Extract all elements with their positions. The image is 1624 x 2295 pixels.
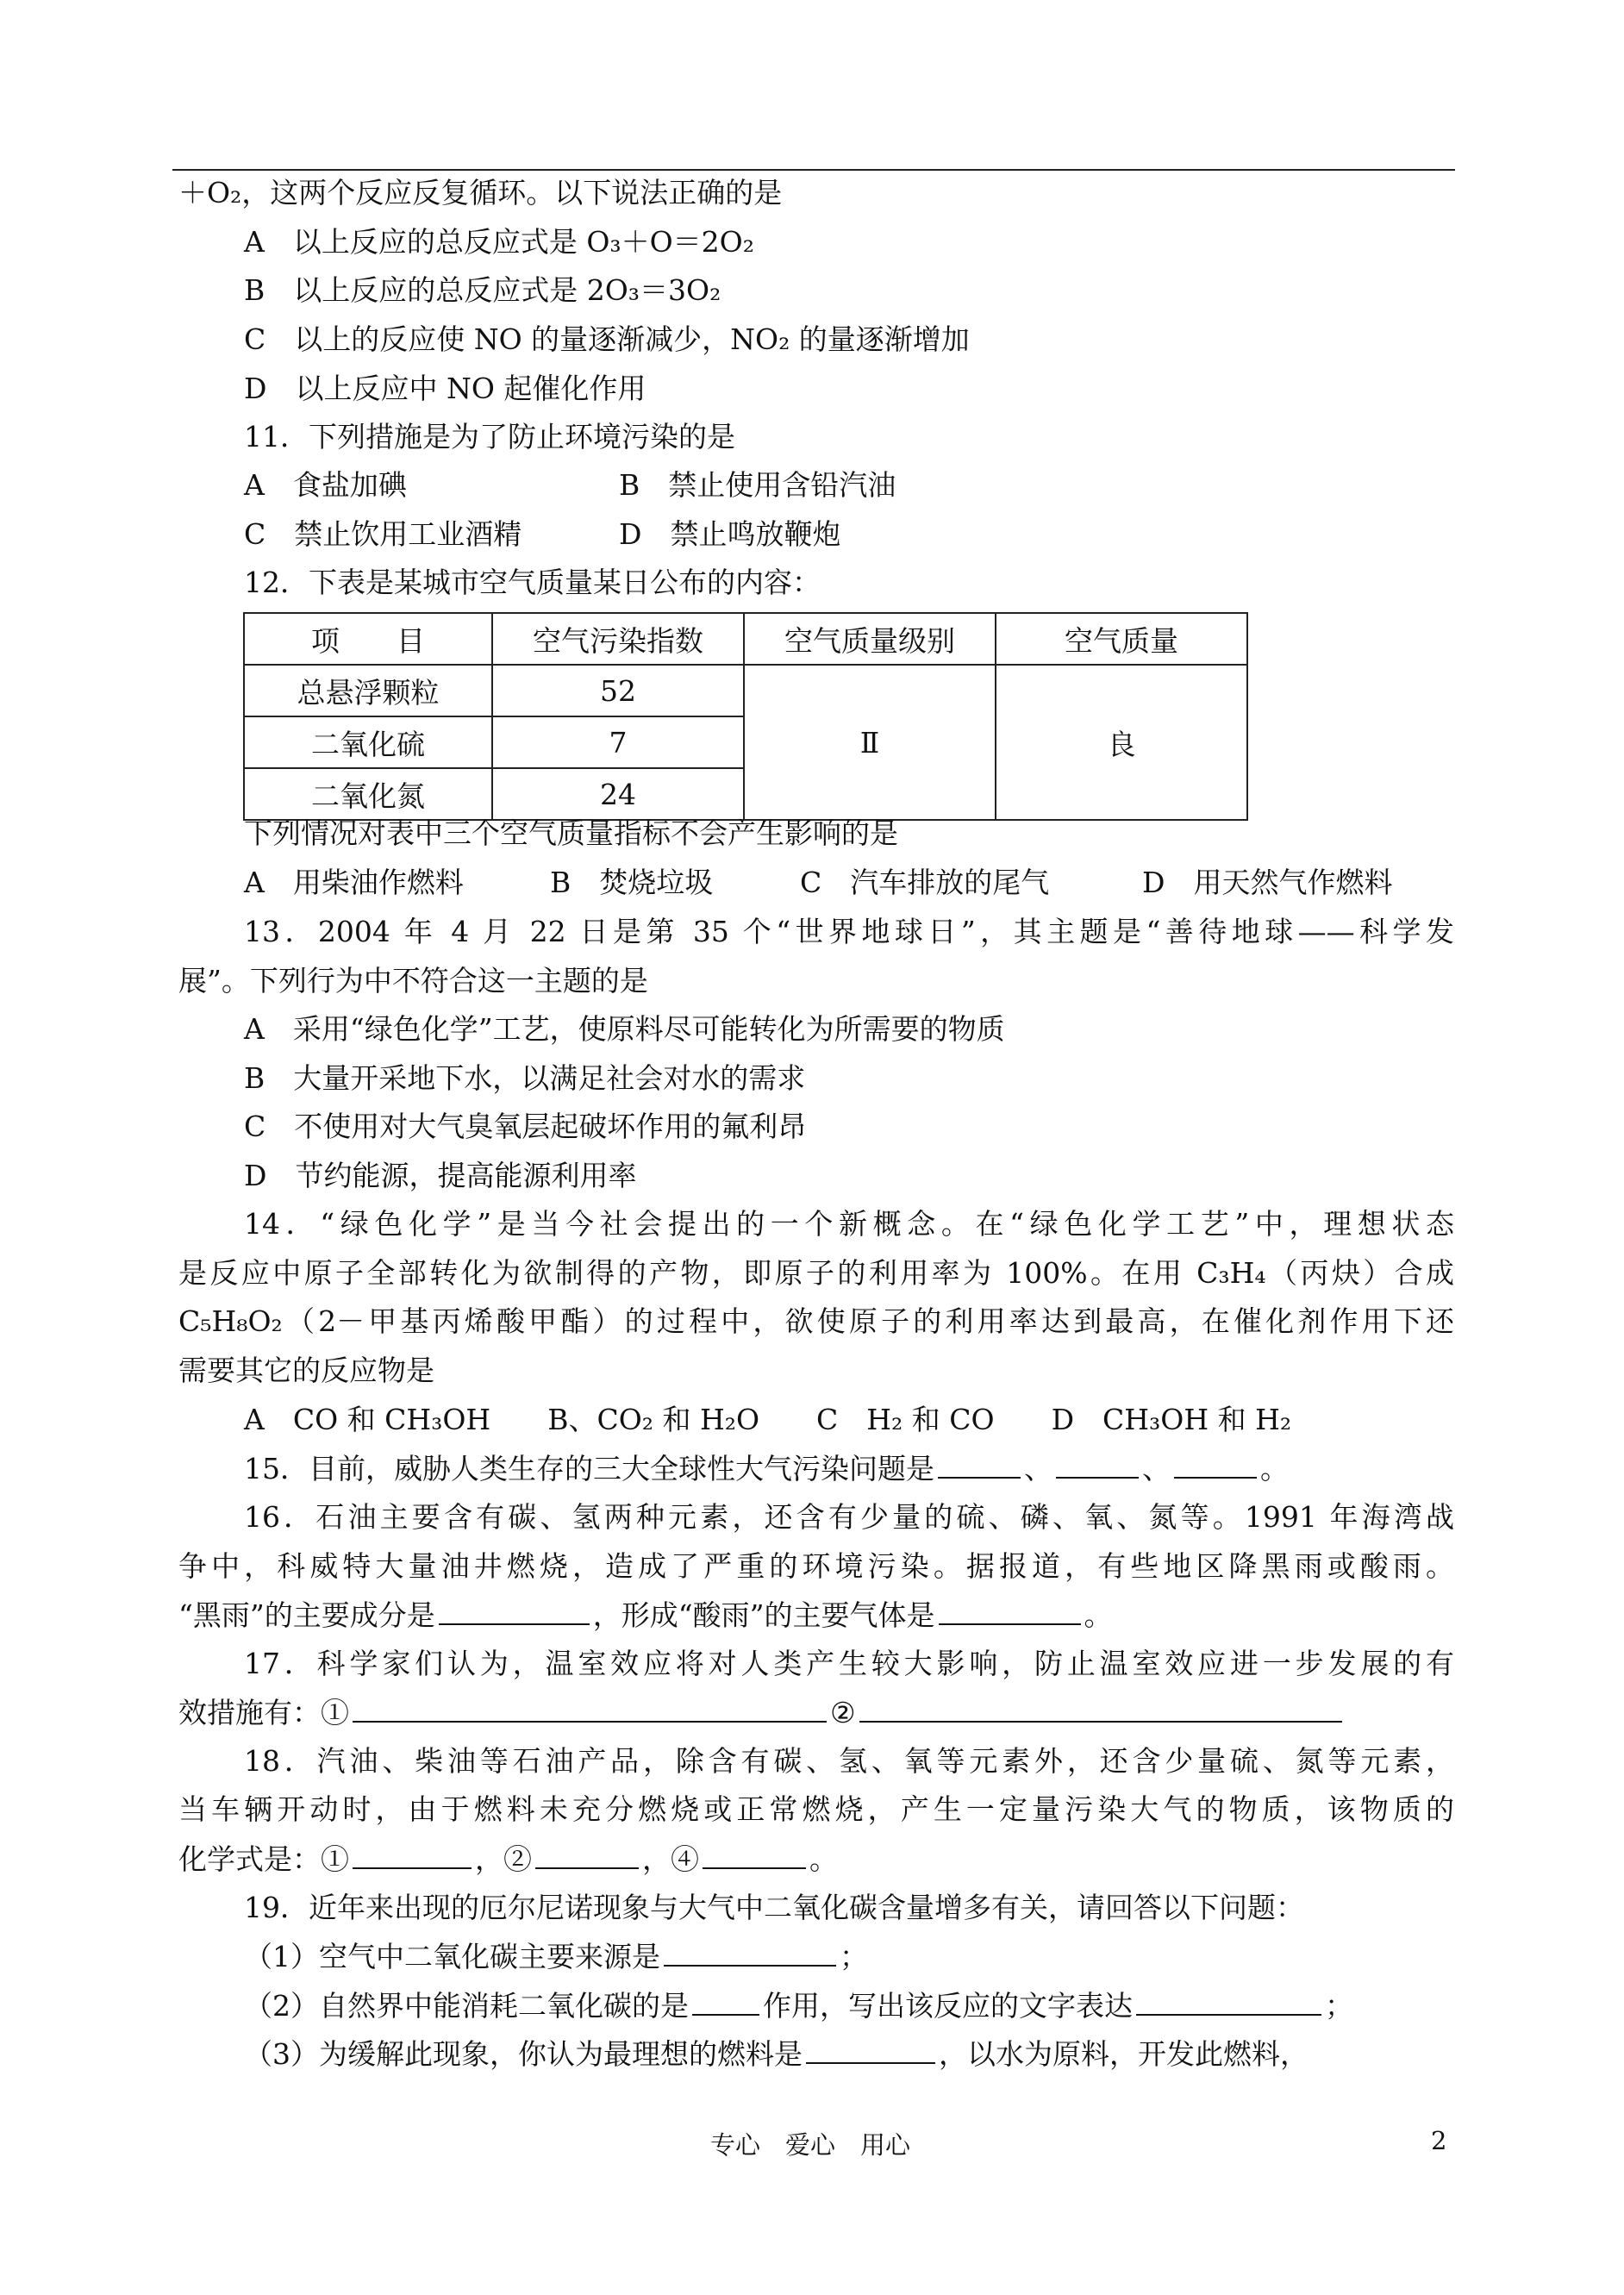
q17-text-a: 效措施有：①: [178, 1696, 349, 1729]
q17-line1: 17．科学家们认为，温室效应将对人类产生较大影响，防止温室效应进一步发展的有: [244, 1647, 1454, 1680]
q13-option-d: D 节约能源，提高能源利用率: [244, 1159, 637, 1192]
q15-line: [244, 1451, 1454, 1486]
q18-line3: [178, 1842, 1454, 1877]
table-header-cell: 项 目: [244, 613, 492, 665]
q15-blank-3[interactable]: [1174, 1451, 1257, 1479]
q16-text-c: 。: [1084, 1598, 1113, 1632]
q19-part1: [244, 1939, 1454, 1974]
q11-stem: 11．下列措施是为了防止环境污染的是: [244, 420, 735, 453]
q19-part3-text-a: （3）为缓解此现象，你认为最理想的燃料是: [244, 2037, 803, 2071]
q18-text-a: 化学式是：①: [178, 1842, 349, 1876]
q19-part2: [244, 1988, 1454, 2023]
q13-stem-line1: 13．2004 年 4 月 22 日是第 35 个“世界地球日”，其主题是“善待地球——科学发: [244, 915, 1454, 948]
q13-option-a: A 采用“绿色化学”工艺，使原料尽可能转化为所需要的物质: [244, 1012, 1005, 1046]
q14-options: A CO 和 CH₃OH B、CO₂ 和 H₂O C H₂ 和 CO D CH₃OH 和 H₂: [244, 1403, 1292, 1436]
q16-blank-acid-rain[interactable]: [939, 1598, 1081, 1625]
q18-line1: 18．汽油、柴油等石油产品，除含有碳、氢、氧等元素外，还含少量硫、氮等元素，: [244, 1744, 1454, 1778]
q11-option-b: B 禁止使用含铅汽油: [619, 468, 896, 502]
table-header-cell: 空气质量级别: [744, 613, 996, 665]
q10-continuation: ＋O₂，这两个反应反复循环。以下说法正确的是: [178, 176, 783, 209]
q12-option-a: A 用柴油作燃料: [244, 866, 464, 899]
q11-option-d: D 禁止鸣放鞭炮: [619, 517, 841, 551]
q14-stem-line4: 需要其它的反应物是: [178, 1354, 434, 1387]
q12-option-b: B 焚烧垃圾: [550, 866, 714, 899]
q17-blank-1[interactable]: [353, 1695, 827, 1723]
q18-text-c: ，④: [642, 1842, 699, 1876]
q16-line3: [178, 1598, 1454, 1633]
q19-part3-text-b: ，以水为原料，开发此燃料，: [939, 2037, 1309, 2071]
q19-stem: 19．近年来出现的厄尔尼诺现象与大气中二氧化碳含量增多有关，请回答以下问题：: [244, 1891, 1304, 1924]
q15-end: 。: [1260, 1452, 1289, 1485]
q11-options-row1: [244, 468, 1454, 503]
q15-separator: 、: [1024, 1452, 1052, 1485]
q10-option-b: B 以上反应的总反应式是 2O₃＝3O₂: [244, 273, 721, 307]
table-cell-index: 24: [492, 768, 744, 820]
q12-stem: 12．下表是某城市空气质量某日公布的内容：: [244, 566, 821, 599]
q17-blank-2[interactable]: [859, 1695, 1342, 1723]
q19-part3: [244, 2036, 1454, 2072]
air-quality-table: [243, 612, 1248, 821]
table-header-cell: 空气质量: [996, 613, 1247, 665]
q13-option-c: C 不使用对大气臭氧层起破坏作用的氟利昂: [244, 1110, 807, 1143]
q12-option-c: C 汽车排放的尾气: [800, 866, 1050, 899]
q19-blank-fuel[interactable]: [806, 2036, 935, 2064]
header-rule: [172, 169, 1455, 171]
q18-blank-4[interactable]: [703, 1842, 806, 1869]
q12-option-d: D 用天然气作燃料: [1142, 866, 1393, 899]
q10-option-d: D 以上反应中 NO 起催化作用: [244, 372, 646, 405]
q19-part1-end: ；: [840, 1940, 868, 1973]
table-cell-level: Ⅱ: [744, 665, 996, 820]
q18-blank-2[interactable]: [535, 1842, 639, 1869]
q18-text-b: ，②: [475, 1842, 532, 1876]
q13-option-b: B 大量开采地下水，以满足社会对水的需求: [244, 1061, 806, 1095]
q14-stem-line1: 14．“绿色化学”是当今社会提出的一个新概念。在“绿色化学工艺”中，理想状态: [244, 1207, 1454, 1241]
q11-options-row2: [244, 517, 1454, 552]
q18-blank-1[interactable]: [353, 1842, 472, 1869]
table-cell-index: 7: [492, 716, 744, 768]
q19-blank-expression[interactable]: [1136, 1988, 1321, 2016]
q12-follow-up: 下列情况对表中三个空气质量指标不会产生影响的是: [244, 816, 898, 850]
table-header-row: [244, 613, 1247, 665]
table-cell-index: 52: [492, 665, 744, 716]
q15-stem: 15．目前，威胁人类生存的三大全球性大气污染问题是: [244, 1452, 934, 1485]
table-header-cell: 空气污染指数: [492, 613, 744, 665]
q15-separator: 、: [1142, 1452, 1171, 1485]
q19-part2-text-b: 作用，写出该反应的文字表达: [763, 1989, 1133, 2023]
q19-blank-source[interactable]: [664, 1939, 836, 1967]
q14-stem-line2: 是反应中原子全部转化为欲制得的产物，即原子的利用率为 100%。在用 C₃H₄（丙炔）合成: [178, 1256, 1454, 1290]
q17-text-b: ②: [830, 1696, 856, 1729]
q16-blank-black-rain[interactable]: [439, 1598, 590, 1625]
footer-motto: 专心 爱心 用心: [709, 2130, 910, 2160]
q18-text-d: 。: [809, 1842, 838, 1876]
q16-text-b: ，形成“酸雨”的主要气体是: [592, 1598, 935, 1632]
q19-part2-end: ；: [1325, 1989, 1353, 2023]
q15-blank-1[interactable]: [938, 1451, 1021, 1479]
table-cell-quality: 良: [996, 665, 1247, 820]
table-row: [244, 665, 1247, 716]
q19-part2-text-a: （2）自然界中能消耗二氧化碳的是: [244, 1989, 689, 2023]
q14-stem-line3: C₅H₈O₂（2－甲基丙烯酸甲酯）的过程中，欲使原子的利用率达到最高，在催化剂作用下还: [178, 1304, 1454, 1338]
q18-line2: 当车辆开动时，由于燃料未充分燃烧或正常燃烧，产生一定量污染大气的物质，该物质的: [178, 1792, 1454, 1826]
page-number: 2: [1431, 2126, 1447, 2155]
q19-part1-text: （1）空气中二氧化碳主要来源是: [244, 1940, 660, 1973]
q12-options: [244, 866, 1454, 900]
table-cell-item: 二氧化氮: [244, 768, 492, 820]
q10-option-a: A 以上反应的总反应式是 O₃＋O＝2O₂: [244, 225, 754, 259]
q10-option-c: C 以上的反应使 NO 的量逐渐减少，NO₂ 的量逐渐增加: [244, 322, 970, 356]
q11-option-c: C 禁止饮用工业酒精: [244, 517, 522, 551]
q11-option-a: A 食盐加碘: [244, 468, 407, 502]
q13-stem-line2: 展”。下列行为中不符合这一主题的是: [178, 964, 648, 997]
q19-blank-process[interactable]: [692, 1988, 759, 2016]
q15-blank-2[interactable]: [1056, 1451, 1139, 1479]
q17-line2: [178, 1695, 1454, 1730]
q16-line2: 争中，科威特大量油井燃烧，造成了严重的环境污染。据报道，有些地区降黑雨或酸雨。: [178, 1549, 1454, 1583]
q16-line1: 16．石油主要含有碳、氢两种元素，还含有少量的硫、磷、氧、氮等。1991 年海湾战: [244, 1500, 1454, 1534]
table-cell-item: 二氧化硫: [244, 716, 492, 768]
q16-text-a: “黑雨”的主要成分是: [178, 1598, 435, 1632]
table-cell-item: 总悬浮颗粒: [244, 665, 492, 716]
